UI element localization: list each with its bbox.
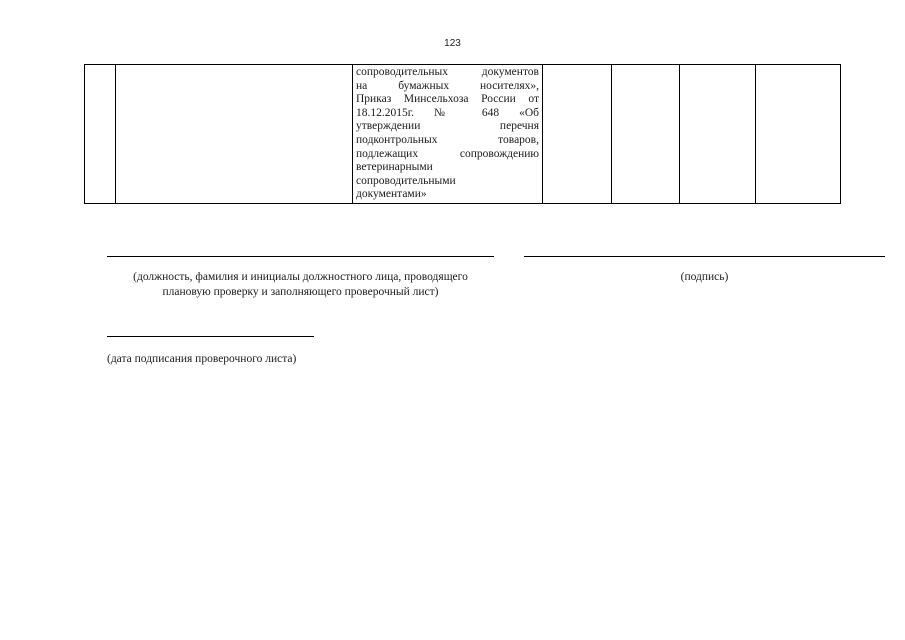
legal-reference-line: на бумажных носителях», xyxy=(356,79,539,92)
official-caption-line2: плановую проверку и заполняющего проверочный лист) xyxy=(162,286,439,298)
answer-yes-cell xyxy=(543,65,612,204)
date-caption: (дата подписания проверочного листа) xyxy=(107,353,297,365)
answer-no-cell xyxy=(612,65,680,204)
checklist-table xyxy=(84,64,841,204)
legal-reference-line: утверждении перечня xyxy=(356,120,539,133)
legal-reference-line: подконтрольных товаров, xyxy=(356,133,539,146)
page-number: 123 xyxy=(444,38,461,49)
legal-reference-line: сопроводительных документов xyxy=(356,66,539,78)
legal-reference-line: документами» xyxy=(356,188,427,201)
requirement-cell xyxy=(116,65,353,204)
official-name-caption xyxy=(100,270,501,300)
legal-reference-line: Приказ Минсельхоза России от xyxy=(356,93,539,106)
legal-reference-line: 18.12.2015г. № 648 «Об xyxy=(356,106,539,119)
signature-caption: (подпись) xyxy=(680,271,729,283)
official-caption-line1: (должность, фамилия и инициалы должностного лица, проводящего xyxy=(133,271,468,283)
official-name-line xyxy=(107,256,494,257)
legal-reference-line: подлежащих сопровождению xyxy=(356,147,539,160)
row-number-cell xyxy=(85,65,116,204)
legal-reference-line: сопроводительными xyxy=(356,174,456,187)
notes-cell xyxy=(756,65,841,204)
table-row xyxy=(85,65,841,204)
legal-reference-cell xyxy=(353,65,543,204)
signature-line xyxy=(524,256,885,257)
legal-reference-line: ветеринарными xyxy=(356,161,433,174)
date-line xyxy=(107,336,314,337)
answer-na-cell xyxy=(680,65,756,204)
